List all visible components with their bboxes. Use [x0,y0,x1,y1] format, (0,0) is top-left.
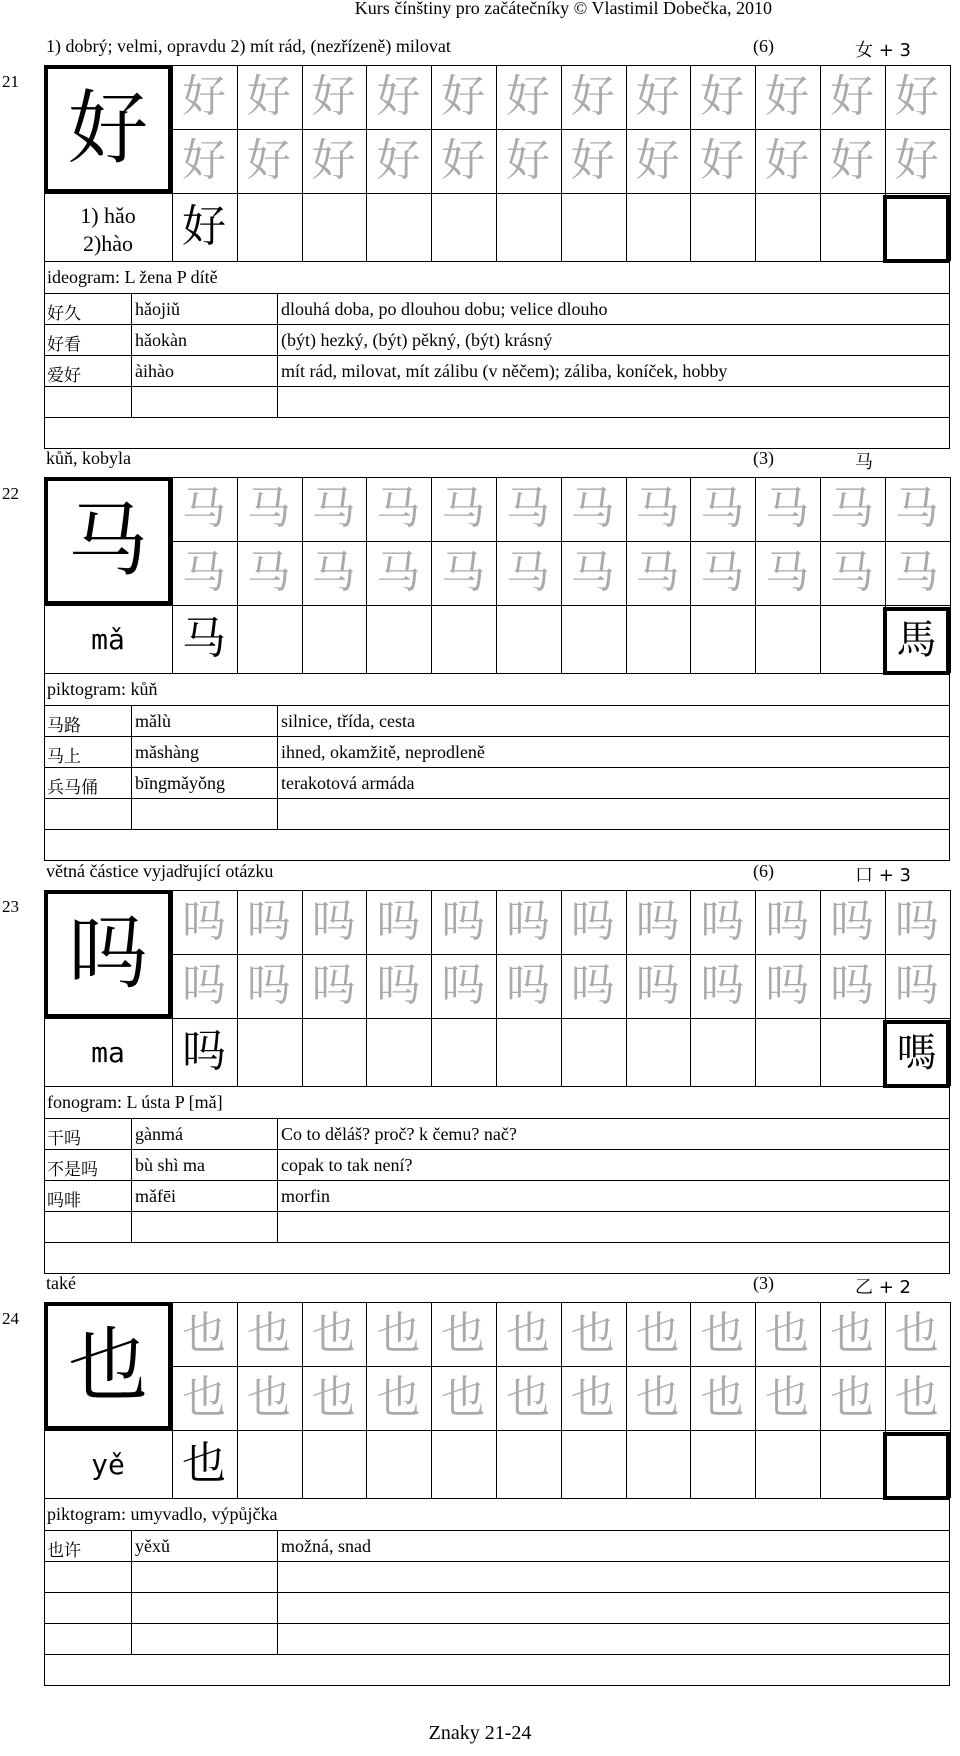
table-row-line [45,1561,949,1562]
practice-character: 也 [182,1308,226,1359]
vocabulary-table [44,673,950,861]
sample-character: 马 [182,613,226,664]
stroke-count: (6) [753,861,774,881]
table-row-line [45,767,949,768]
practice-character: 马 [376,547,421,598]
table-row-line [45,705,949,706]
page-header [0,0,960,20]
practice-character: 也 [441,1372,486,1423]
practice-character: 吗 [830,896,874,947]
table-column-line [277,705,278,829]
sample-character: 也 [182,1438,226,1489]
table-row-line [45,798,949,799]
word-hanzi: 吗啡 [47,1191,81,1211]
practice-character: 好 [894,135,939,186]
practice-character: 也 [700,1372,745,1423]
practice-character: 好 [635,71,680,122]
practice-character: 吗 [700,896,745,947]
word-pinyin: mǎshàng [135,742,199,762]
practice-character: 马 [635,547,680,598]
radical-info: 女 + 3 [855,40,911,61]
pinyin-reading: 1) hǎo [80,203,136,228]
traditional-character-box [883,1432,950,1500]
table-row-line [45,1530,949,1531]
table-row-line [45,1180,949,1181]
main-character-box [44,1302,172,1430]
word-meaning: copak to tak není? [281,1155,413,1175]
practice-character: 马 [182,547,226,598]
radical-info: 马 [855,452,873,473]
main-character: 好 [68,82,148,175]
word-meaning: mít rád, milovat, mít zálibu (v něčem); záliba, koníček, hobby [281,361,728,381]
practice-character: 也 [635,1308,680,1359]
pinyin-reading: yě [91,1448,125,1481]
word-hanzi: 好看 [47,335,81,355]
practice-character: 好 [830,71,874,122]
practice-character: 也 [506,1372,550,1423]
practice-character: 吗 [700,960,745,1011]
table-row-line [45,1654,949,1655]
word-pinyin: bù shì ma [135,1155,205,1175]
practice-character: 吗 [182,960,226,1011]
practice-character: 马 [765,547,810,598]
practice-character: 好 [830,135,874,186]
practice-character: 也 [376,1308,421,1359]
practice-character: 好 [311,71,356,122]
pinyin-reading: mǎ [91,623,125,656]
grid-line [44,1018,950,1019]
table-row-line [45,1242,949,1243]
practice-character: 好 [311,135,356,186]
table-row-line [45,736,949,737]
practice-character: 马 [830,483,874,534]
entry-definition: 1) dobrý; velmi, opravdu 2) mít rád, (nezřízeně) milovat [46,36,451,56]
practice-character: 吗 [441,896,486,947]
practice-character: 吗 [506,896,550,947]
practice-character: 马 [506,483,550,534]
table-column-line [277,1118,278,1242]
entry-number: 23 [2,897,19,916]
entry-number: 24 [2,1309,19,1328]
word-meaning: terakotová armáda [281,773,415,793]
practice-character: 也 [182,1372,226,1423]
practice-character: 马 [635,483,680,534]
practice-character: 好 [700,71,745,122]
practice-character: 也 [311,1372,356,1423]
entry-block [0,445,960,855]
table-column-line [131,1118,132,1242]
word-meaning: silnice, třída, cesta [281,711,415,731]
word-pinyin: àihào [135,361,174,381]
practice-character: 好 [894,71,939,122]
practice-character: 马 [894,547,939,598]
word-pinyin: hǎojiǔ [135,299,180,319]
main-character: 也 [68,1319,148,1412]
sample-character: 好 [182,201,226,252]
pinyin-reading: 2)hào [82,231,134,256]
practice-character: 好 [182,71,226,122]
practice-character: 马 [700,547,745,598]
word-meaning: možná, snad [281,1536,371,1556]
main-character: 吗 [68,907,148,1000]
practice-character: 吗 [830,960,874,1011]
character-type: piktogram: kůň [47,679,158,699]
table-row-line [45,324,949,325]
practice-character: 马 [830,547,874,598]
traditional-character-box: 馬 [883,607,950,675]
practice-character: 吗 [635,896,680,947]
table-row-line [45,386,949,387]
table-column-line [131,705,132,829]
stroke-count: (3) [753,448,774,468]
practice-character: 也 [506,1308,550,1359]
practice-character: 吗 [246,960,291,1011]
grid-line [44,605,950,606]
table-row-line [45,1623,949,1624]
entry-block [0,858,960,1268]
word-pinyin: gànmá [135,1124,183,1144]
practice-character: 也 [700,1308,745,1359]
practice-character: 马 [700,483,745,534]
entry-definition: kůň, kobyla [46,448,131,468]
practice-character: 吗 [765,896,810,947]
practice-character: 好 [635,135,680,186]
practice-character: 马 [441,483,486,534]
table-row-line [45,1118,949,1119]
practice-character: 也 [894,1372,939,1423]
vocabulary-table [44,261,950,449]
practice-character: 马 [570,547,615,598]
word-hanzi: 爱好 [47,366,81,386]
practice-character: 马 [506,547,550,598]
word-meaning: dlouhá doba, po dlouhou dobu; velice dlouho [281,299,608,319]
table-column-line [277,1530,278,1654]
vocabulary-table [44,1086,950,1274]
table-row-line [45,829,949,830]
table-row-line [45,1592,949,1593]
character-type: piktogram: umyvadlo, výpůjčka [47,1504,278,1524]
practice-character: 也 [441,1308,486,1359]
main-character-box [44,477,172,605]
practice-grid [44,1302,950,1498]
practice-character: 也 [246,1372,291,1423]
word-meaning: ihned, okamžitě, neprodleně [281,742,485,762]
practice-character: 也 [765,1372,810,1423]
entry-number: 22 [2,484,19,503]
practice-character: 吗 [894,896,939,947]
practice-character: 好 [246,135,291,186]
practice-character: 马 [246,483,291,534]
practice-character: 好 [182,135,226,186]
table-column-line [131,293,132,417]
table-column-line [131,1530,132,1654]
practice-character: 也 [570,1372,615,1423]
practice-character: 好 [376,71,421,122]
practice-character: 马 [441,547,486,598]
practice-character: 也 [894,1308,939,1359]
radical-info: 乙 + 2 [855,1277,911,1298]
word-pinyin: yěxǔ [135,1536,170,1556]
practice-character: 马 [246,547,291,598]
practice-character: 好 [441,71,486,122]
word-pinyin: hǎokàn [135,330,187,350]
practice-character: 好 [246,71,291,122]
practice-character: 也 [311,1308,356,1359]
stroke-count: (6) [753,36,774,56]
word-hanzi: 好久 [47,304,81,324]
sample-character: 吗 [182,1026,226,1077]
table-row-line [45,293,949,294]
practice-character: 好 [570,71,615,122]
practice-character: 也 [830,1372,874,1423]
word-meaning: Co to děláš? proč? k čemu? nač? [281,1124,517,1144]
word-pinyin: mǎlù [135,711,171,731]
practice-character: 好 [506,135,550,186]
page-footer: Znaky 21-24 [428,1722,532,1744]
practice-character: 也 [635,1372,680,1423]
practice-character: 好 [506,71,550,122]
table-row-line [45,417,949,418]
practice-character: 马 [376,483,421,534]
practice-character: 吗 [311,896,356,947]
table-column-line [277,293,278,417]
table-row-line [45,1149,949,1150]
practice-character: 好 [376,135,421,186]
practice-character: 马 [765,483,810,534]
entry-number: 21 [2,72,19,91]
table-row-line [45,355,949,356]
word-pinyin: bīngmǎyǒng [135,773,225,793]
practice-character: 马 [182,483,226,534]
table-row-line [45,1211,949,1212]
practice-character: 也 [570,1308,615,1359]
practice-character: 马 [570,483,615,534]
practice-character: 也 [376,1372,421,1423]
traditional-character-box [883,195,950,263]
vocabulary-table [44,1498,950,1686]
practice-character: 马 [311,547,356,598]
practice-character: 吗 [765,960,810,1011]
practice-character: 吗 [894,960,939,1011]
character-type: fonogram: L ústa P [mǎ] [47,1092,223,1112]
word-hanzi: 兵马俑 [47,778,98,798]
word-pinyin: mǎfēi [135,1186,176,1206]
practice-character: 吗 [570,960,615,1011]
practice-character: 好 [765,71,810,122]
entry-block [0,33,960,443]
practice-character: 吗 [570,896,615,947]
main-character-box [44,65,172,193]
practice-character: 吗 [376,896,421,947]
practice-character: 也 [246,1308,291,1359]
word-hanzi: 马上 [47,747,81,767]
practice-character: 也 [765,1308,810,1359]
header-text: Kurs čínštiny pro začátečníky © Vlastimil Dobečka, 2010 [354,0,772,18]
character-type: ideogram: L žena P dítě [47,267,218,287]
entry-definition: větná částice vyjadřující otázku [46,861,274,881]
practice-grid [44,890,950,1086]
practice-character: 吗 [635,960,680,1011]
main-character: 马 [68,494,148,587]
practice-character: 好 [570,135,615,186]
traditional-character-box: 嗎 [883,1020,950,1088]
entry-definition: také [46,1273,76,1293]
grid-line [44,193,950,194]
practice-character: 吗 [246,896,291,947]
practice-character: 吗 [506,960,550,1011]
word-meaning: (být) hezký, (být) pěkný, (být) krásný [281,330,553,350]
practice-character: 好 [765,135,810,186]
grid-line [44,1430,950,1431]
word-hanzi: 马路 [47,716,81,736]
practice-grid [44,477,950,673]
practice-character: 马 [894,483,939,534]
practice-character: 好 [700,135,745,186]
practice-character: 好 [441,135,486,186]
main-character-box [44,890,172,1018]
practice-character: 吗 [182,896,226,947]
practice-character: 也 [830,1308,874,1359]
practice-character: 吗 [311,960,356,1011]
practice-character: 吗 [376,960,421,1011]
pinyin-reading: ma [91,1036,125,1069]
word-hanzi: 干吗 [47,1129,81,1149]
radical-info: 口 + 3 [855,865,911,886]
practice-grid [44,65,950,261]
entry-block [0,1270,960,1680]
practice-character: 马 [311,483,356,534]
word-meaning: morfin [281,1186,330,1206]
practice-character: 吗 [441,960,486,1011]
word-hanzi: 也许 [47,1541,81,1561]
word-hanzi: 不是吗 [47,1160,98,1180]
stroke-count: (3) [753,1273,774,1293]
